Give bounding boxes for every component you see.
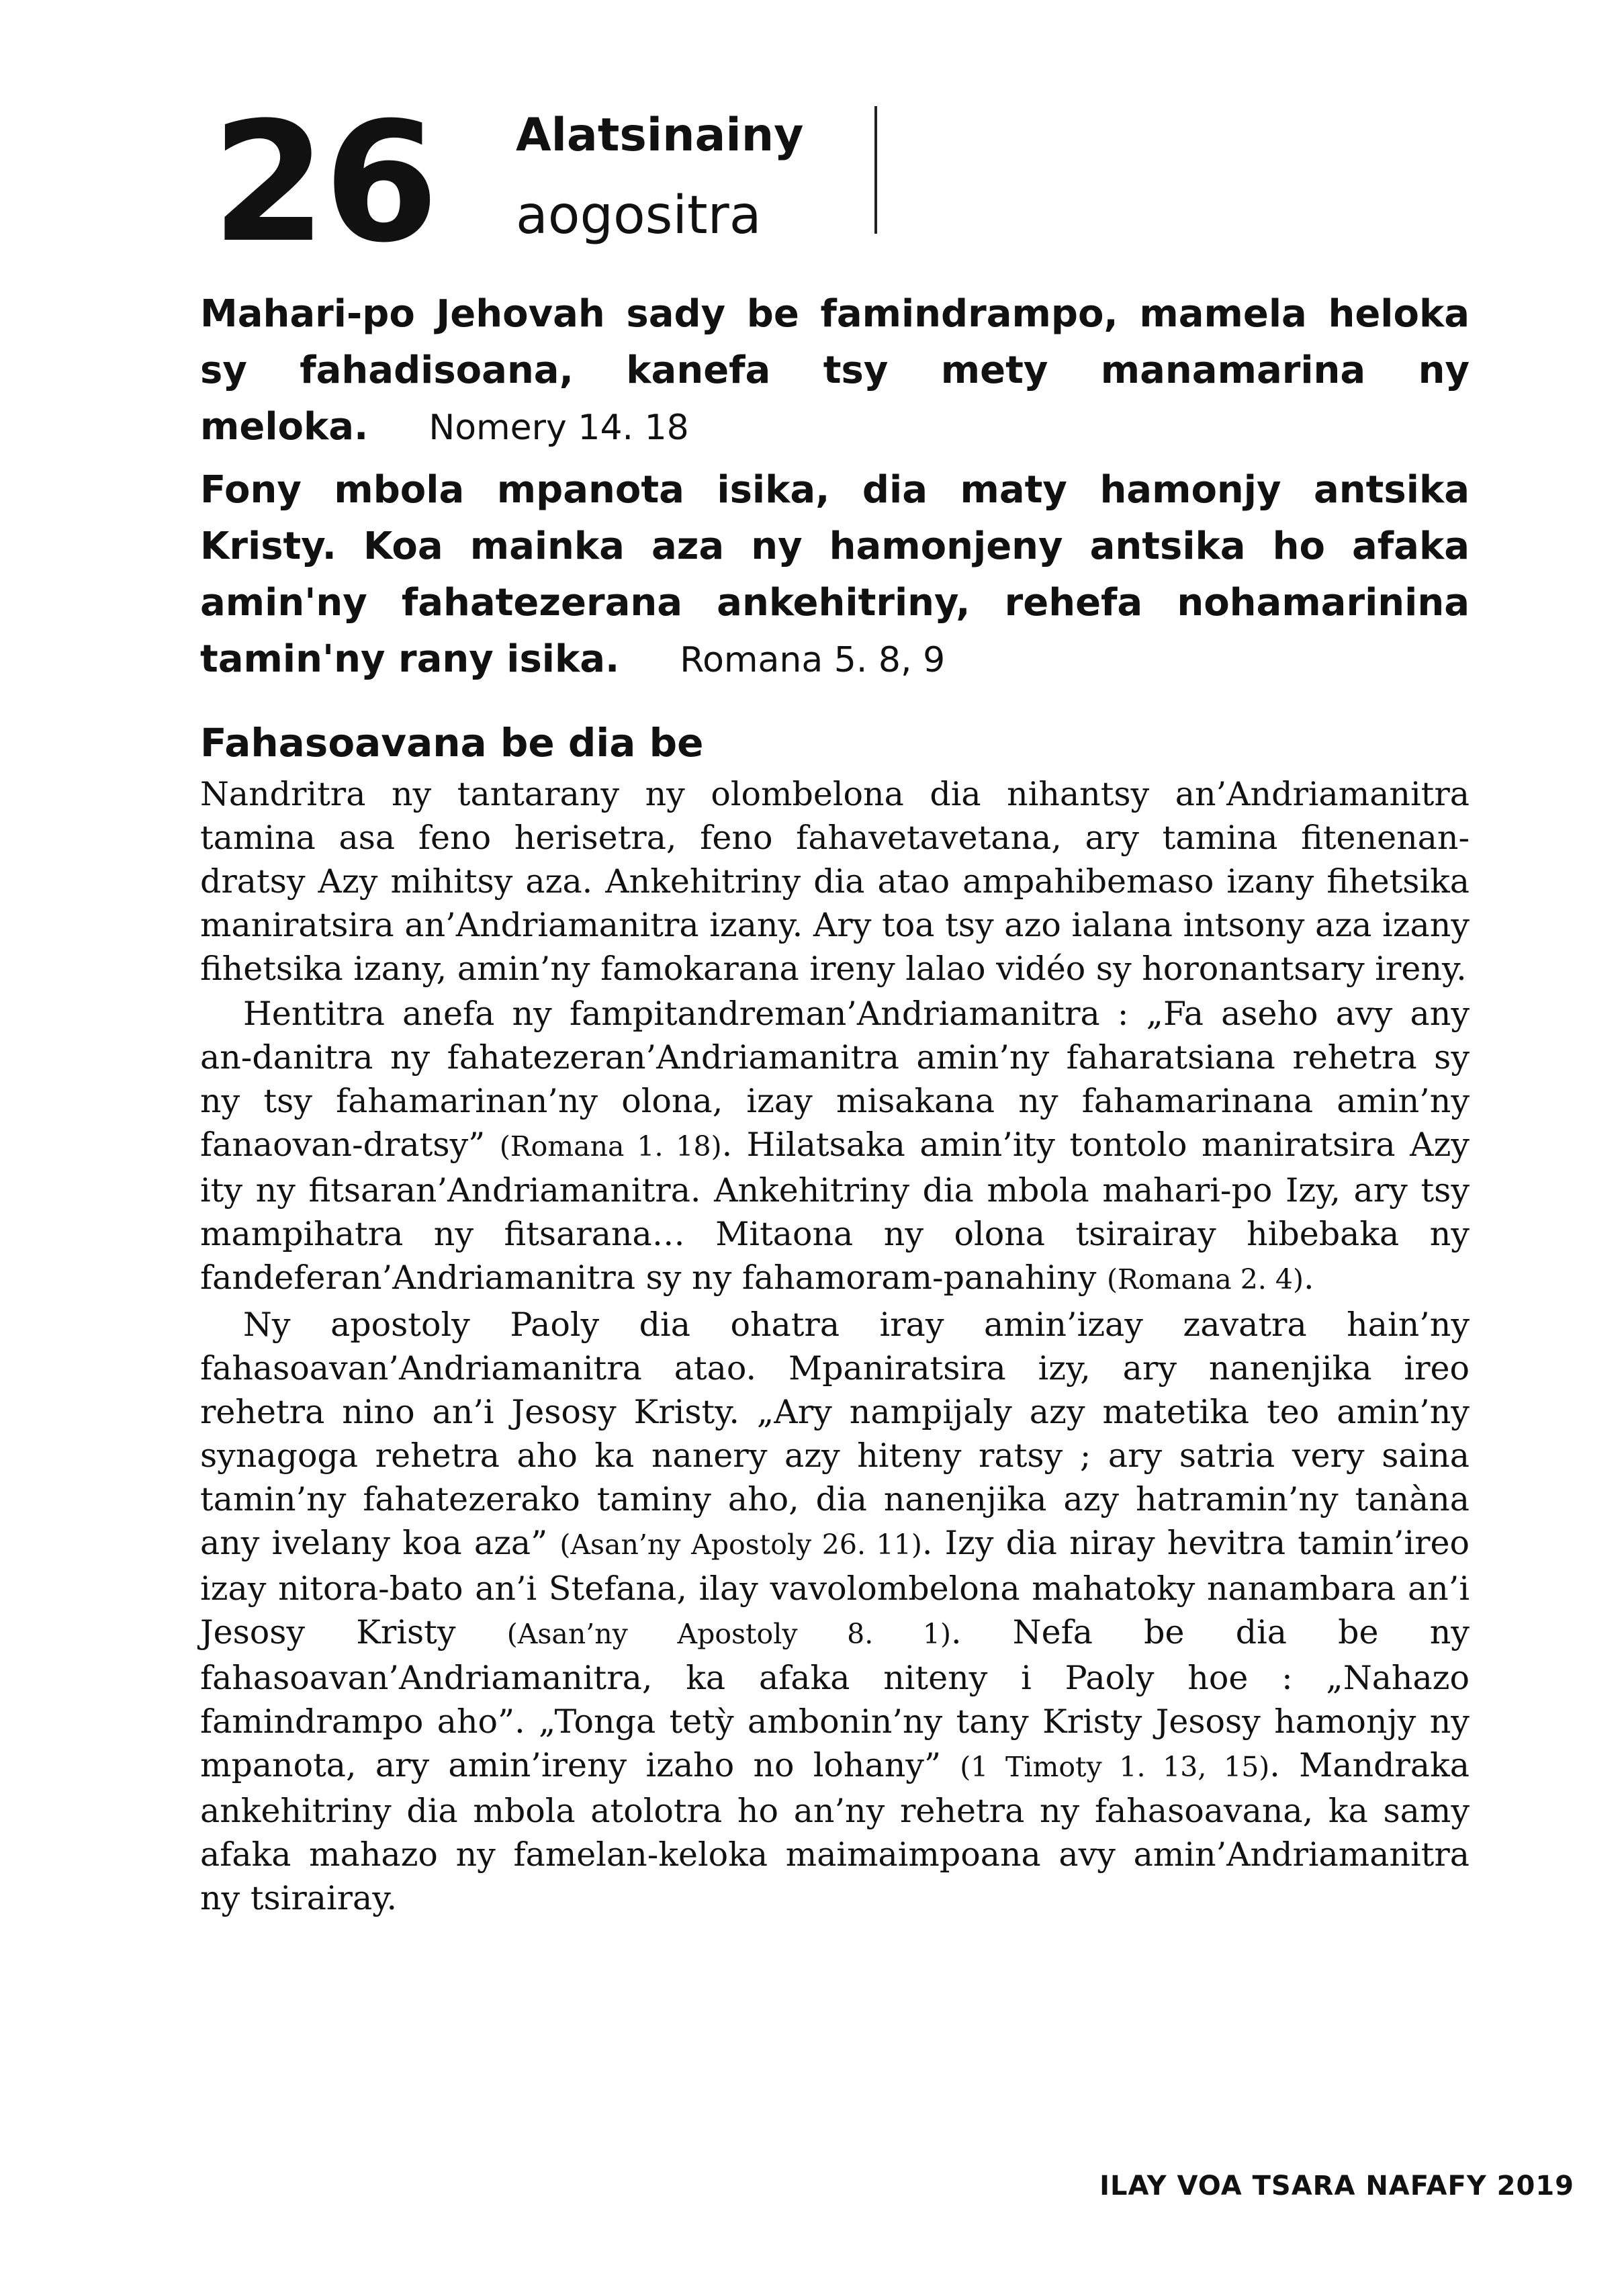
paragraph-3-text-d: . Mandraka ankehitriny dia mbola atolotra ho an’ny rehetra ny fahasoavana, ka samy afaka mahazo ny famelan-keloka maimaimpoana avy amin’Andriamanitra ny tsirairay. bbox=[200, 1746, 1470, 1917]
verse-1-text: Mahari-po Jehovah sady be famindrampo, mamela heloka sy fahadisoana, kanefa tsy mety manamarina ny meloka. bbox=[200, 292, 1470, 449]
paragraph-2-text-a: Hentitra anefa ny fampitandreman’Andriamanitra : „Fa aseho avy any an-danitra ny fahatezeran’Andriamanitra amin’ny faharatsiana rehetra sy ny tsy fahamarinan’ny olona, izay misakana ny fahamarinana amin’ny fanaovan-dratsy” bbox=[200, 995, 1470, 1164]
paragraph-3-text-b: . Izy dia niray hevitra tamin’ireo izay nitora-bato an’i Stefana, ilay vavolombelona mahatoky nanambara an’i Jesosy Kristy bbox=[200, 1524, 1470, 1651]
paragraph-2-text-b: . Hilatsaka amin’ity tontolo maniratsira Azy ity ny fitsaran’Andriamanitra. Ankehitriny dia mbola mahari-po Izy, ary tsy mampihatra ny fitsarana… Mitaona ny olona tsirairay hibebaka ny fandeferan’Andriamanitra sy ny fahamoram-panahiny bbox=[200, 1126, 1470, 1297]
weekday: Alatsinainy bbox=[516, 109, 804, 162]
paragraph-1: Nandritra ny tantarany ny olombelona dia nihantsy an’Andriamanitra tamina asa feno herisetra, feno fahavetavetana, ary tamina fitenenan-dratsy Azy mihitsy aza. Ankehitriny dia atao ampahibemaso izany fihetsika maniratsira an’Andriamanitra izany. Ary toa tsy azo ialana intsony aza izany fihetsika izany, amin’ny famokarana ireny lalao vidéo sy horonantsary ireny. bbox=[200, 775, 1470, 988]
paragraph-3-ref-c: (1 Timoty 1. 13, 15) bbox=[960, 1751, 1270, 1783]
verse-1 bbox=[200, 286, 1470, 456]
section-title: Fahasoavana be dia be bbox=[200, 720, 704, 766]
paragraph-2-ref-a: (Romana 1. 18) bbox=[499, 1130, 722, 1163]
paragraph-3-ref-b: (Asan’ny Apostoly 8. 1) bbox=[506, 1618, 951, 1650]
meditation-body bbox=[200, 772, 1470, 1920]
day-number: 26 bbox=[212, 87, 437, 279]
paragraph-2 bbox=[200, 992, 1470, 1302]
verse-1-reference: Nomery 14. 18 bbox=[428, 408, 689, 448]
paragraph-2-ref-b: (Romana 2. 4) bbox=[1106, 1263, 1304, 1295]
paragraph-2-text-c: . bbox=[1303, 1259, 1314, 1297]
paragraph-3 bbox=[200, 1303, 1470, 1920]
month: aogositra bbox=[516, 185, 762, 246]
header-divider bbox=[874, 106, 877, 234]
verse-2 bbox=[200, 462, 1470, 688]
paragraph-3-text-c: . Nefa be dia be ny fahasoavan’Andriamanitra, ka afaka niteny i Paoly hoe : „Nahazo famindrampo aho”. „Tonga tetỳ ambonin’ny tany Kristy Jesosy hamonjy ny mpanota, ary amin’ireny izaho no lohany” bbox=[200, 1613, 1470, 1784]
paragraph-3-text-a: Ny apostoly Paoly dia ohatra iray amin’izay zavatra hain’ny fahasoavan’Andriamanitra atao. Mpaniratsira izy, ary nanenjika ireo rehetra nino an’i Jesosy Kristy. „Ary nampijaly azy matetika teo amin’ny synagoga rehetra aho ka nanery azy hiteny ratsy ; ary satria very saina tamin’ny fahatezerako taminy aho, dia nanenjika azy hatramin’ny tanàna any ivelany koa aza” bbox=[200, 1306, 1470, 1562]
paragraph-3-ref-a: (Asan’ny Apostoly 26. 11) bbox=[559, 1529, 922, 1561]
footer-publication: ILAY VOA TSARA NAFAFY 2019 bbox=[1099, 2171, 1574, 2201]
verse-2-text: Fony mbola mpanota isika, dia maty hamonjy antsika Kristy. Koa mainka aza ny hamonjeny antsika ho afaka amin'ny fahatezerana ankehitriny, rehefa nohamarinina tamin'ny rany isika. bbox=[200, 468, 1470, 681]
verse-2-reference: Romana 5. 8, 9 bbox=[680, 640, 946, 680]
